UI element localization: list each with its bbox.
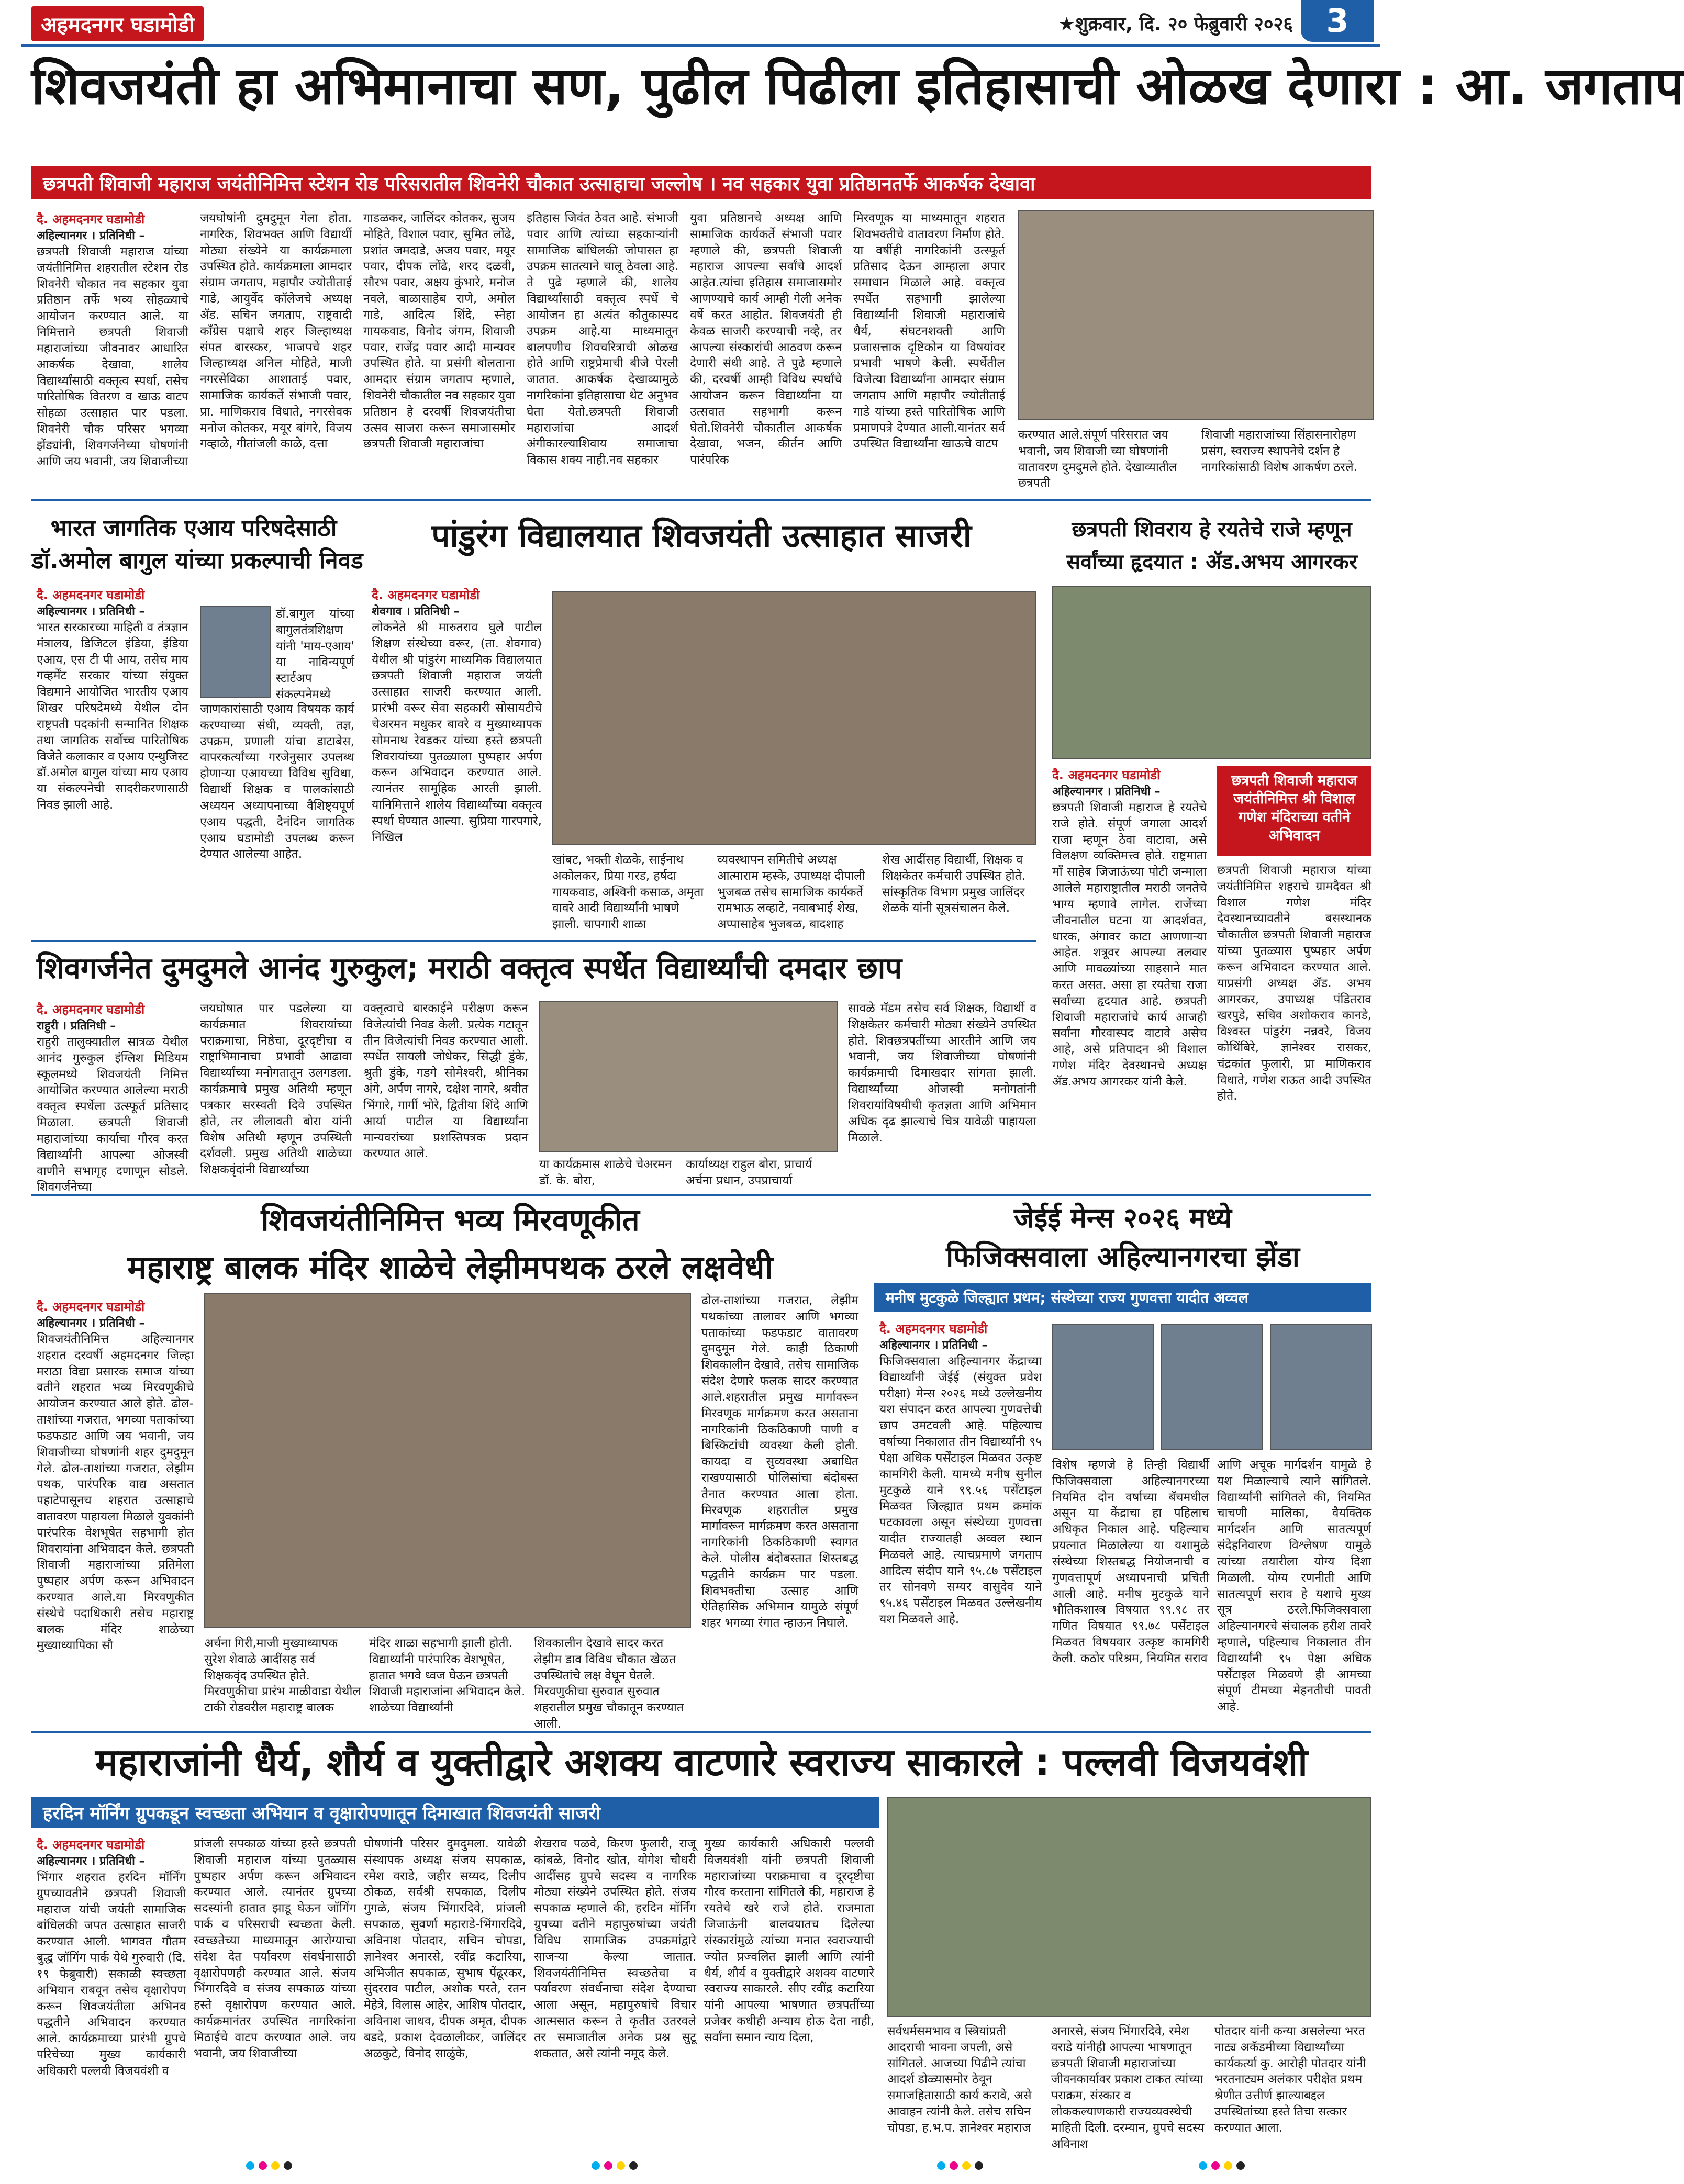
story4-col2: छत्रपती शिवाजी महाराज यांच्या जयंतीनिमित्त शहराचे ग्रामदैवत श्री विशाल गणेश मंदिर देवस्थानच्यावतीने बसस्थानक चौकातील छत्रपती शिवाजी महाराज यांच्या पुतळ्यास पुष्पहार अर्पण करून अभिवादन करण्यात आले. याप्रसंगी अध्यक्ष ॲड. अभय आगरकर, उपाध्यक्ष पंडितराव खरपुडे, सचिव अशोकराव कानडे, विश्वस्त पांडुरंग नन्नवरे, विजय कोथिंबिरे, ज्ञानेश्वर रासकर, चंद्रकांत फुलारी, प्रा माणिकराव विधाते, गणेश राऊत आदी उपस्थित होते.: [1217, 864, 1371, 1103]
story5-caption-left: या कार्यक्रमास शाळेचे चेअरमन डॉ. के. बोरा,: [539, 1158, 672, 1188]
story7-headline-line1: जेईई मेन्स २०२६ मध्ये: [1014, 1203, 1232, 1234]
story6-place: अहिल्यानगर । प्रतिनिधी –: [37, 1317, 145, 1330]
story5-byline: दै. अहमदनगर घडामोडी: [37, 1002, 145, 1017]
morning-group-photo: [887, 1797, 1371, 2017]
story4-byline: दै. अहमदनगर घडामोडी: [1052, 768, 1161, 782]
story8-col5: मुख्य कार्यकारी अधिकारी पल्लवी विजयवंशी यांनी छत्रपती शिवाजी महाराजांच्या पराक्रमाचा व दूरदृष्टीचा गौरव करताना सांगितले की, महाराज हे रयतेचे खरे राजे होते. राजमाता जिजाऊंनी बालवयातच दिलेल्या संस्कारांमुळे त्यांच्या मनात स्वराज्याची ज्योत प्रज्वलित झाली आणि त्यांनी धैर्य, शौर्य व युक्तीद्वारे अशक्य वाटणारे स्वराज्य साकारले. सीए रवींद्र कटारिया यांनी आपल्या भाषणात छत्रपतींच्या प्रजेवर कधीही अन्याय होऊ देता नाही, सर्वांना समान न्याय दिला,: [704, 1837, 874, 2044]
story1-headline: शिवजयंती हा अभिमानाचा सण, पुढील पिढीला इतिहासाची ओळख देणारा : आ. जगताप: [31, 57, 1684, 116]
story3-byline: दै. अहमदनगर घडामोडी: [372, 588, 480, 602]
story4-col1: छत्रपती शिवाजी महाराज हे रयतेचे राजे होते. संपूर्ण जगाला आदर्श राजा म्हणून ठेवा वाटावा, असे विलक्षण व्यक्तिमत्त्व होते. राष्ट्रमाता माँ साहेब जिजाऊंच्या पोटी जन्माला आलेले महाराष्ट्रातील मराठी जनतेचे भाग्य म्हणावे लागेल. राजेंच्या जीवनातील घटना या आदर्शवत, धारक, अंगावर काटा आणणाऱ्या आहेत. शत्रूवर आपल्या तलवार आणि मावळ्यांच्या साहसाने मात करत असत. असा हा रयतेचा राजा सर्वांच्या हृदयात आहे. छत्रपती शिवाजी महाराजांचे कार्य आजही सर्वांना गौरवास्पद वाटावे असेच आहे, असे प्रतिपादन श्री विशाल गणेश मंदिर देवस्थानचे अध्यक्ष ॲड.अभय आगरकर यांनी केले.: [1052, 801, 1207, 1089]
story6-caption-col2: मंदिर शाळा सहभागी झाली होती. विद्यार्थ्यांनी पारंपारिक वेशभूषेत, हातात भगवे ध्वज घेऊन छत्रपती शिवाजी महाराजांना अभिवादन केले. शाळेच्या विद्यार्थ्यांनी: [369, 1637, 526, 1715]
story1-subhead: छत्रपती शिवाजी महाराज जयंतीनिमित्त स्टेशन रोड परिसरातील शिवनेरी चौकात उत्साहाचा जल्लोष । नव सहकार युवा प्रतिष्ठानतर्फे आकर्षक देखावा: [31, 166, 1371, 199]
story1-col3: गाडळकर, जालिंदर कोतकर, सुजय मोहिते, विशाल पवार, सुमित लोंढे, प्रशांत जमदाडे, अजय पवार, मयूर पवार, दीपक लोंढे, शरद दळवी, सौरभ पवार, अक्षय कुंभारे, मनोज नवले, बाळासाहेब राणे, अमोल गाडे, आदित्य शिंदे, स्नेहा गायकवाड, विनोद जंगम, शिवाजी पवार, राजेंद्र पवार आदी मान्यवर उपस्थित होते. या प्रसंगी बोलताना आमदार संग्राम जगताप म्हणाले, शिवनेरी चौकातील नव सहकार युवा प्रतिष्ठान हे दरवर्षी शिवजयंतीचा उत्सव साजरा करून समाजासमोर छत्रपती शिवाजी महाराजांचा: [363, 211, 515, 451]
section-divider: [31, 1731, 1371, 1733]
story1-caption-left: करण्यात आले.संपूर्ण परिसरात जय भवानी, जय शिवाजी च्या घोषणांनी वातावरण दुमदुमले होते. देखाव्यातील छत्रपती: [1018, 428, 1177, 490]
story8-col2: प्रांजली सपकाळ यांच्या हस्ते छत्रपती शिवाजी महाराज यांच्या पुतळ्यास पुष्पहार अर्पण करून अभिवादन करण्यात आले. त्यानंतर ग्रुपच्या सदस्यांनी हातात झाडू घेऊन जॉगिंग पार्क व परिसराची स्वच्छता केली. स्वच्छतेच्या माध्यमातून आरोग्याचा संदेश देत पर्यावरण संवर्धनासाठी वृक्षारोपणही करण्यात आले. संजय भिंगारदिवे व संजय सपकाळ यांच्या हस्ते वृक्षारोपण करण्यात आले. कार्यक्रमानंतर उपस्थित नागरिकांना मिठाईचे वाटप करण्यात आले. जय भवानी, जय शिवाजीच्या: [194, 1837, 356, 2060]
story5-headline: शिवगर्जनेत दुमदुमले आनंद गुरुकुल; मराठी वक्तृत्व स्पर्धेत विद्यार्थ्यांची दमदार छाप: [37, 951, 902, 985]
story3-caption-col3: शेख आदींसह विद्यार्थी, शिक्षक व शिक्षकेतर कर्मचारी उपस्थित होते. सांस्कृतिक विभाग प्रमुख जालिंदर शेळके यांनी सूत्रसंचालन केले.: [882, 853, 1026, 915]
story7-place: अहिल्यानगर । प्रतिनिधी –: [879, 1339, 988, 1352]
story3-col1: लोकनेते श्री मारुतराव घुले पाटील शिक्षण संस्थेच्या वरूर, (ता. शेवगाव) येथील श्री पांडुरंग माध्यमिक विद्यालयात छत्रपती शिवाजी महाराज जयंती उत्साहात साजरी करण्यात आली. प्रारंभी वरूर सेवा सहकारी सोसायटीचे चेअरमन मधुकर बावरे व मुख्याध्यापक सोमनाथ रेवडकर यांच्या हस्ते छत्रपती शिवरायांच्या पुतळ्याला पुष्पहार अर्पण करून अभिवादन करण्यात आले. त्यानंतर सामूहिक आरती झाली. यानिमित्ताने शालेय विद्यार्थ्यांच्या वक्तृत्व स्पर्धा घेण्यात आल्या. सुप्रिया गारपगारे, निखिल: [372, 621, 542, 844]
page-number: 3: [1301, 0, 1374, 42]
story3-headline: पांडुरंग विद्यालयात शिवजयंती उत्साहात साजरी: [431, 517, 972, 555]
story3-caption-col1: खांबट, भक्ती शेळके, साईनाथ अकोलकर, प्रिया गरड, हर्षदा गायकवाड, अश्विनी कसाळ, अमृता वावरे आदी विद्यार्थ्यांनी भाषणे झाली. चापगारी शाळा: [552, 853, 704, 932]
story5-col2: जयघोषात पार पडलेल्या या कार्यक्रमात शिवरायांच्या पराक्रमाचा, निष्ठेचा, दूरदृष्टीचा व राष्ट्राभिमानाचा प्रभावी आढावा विद्यार्थ्यांच्या मनोगतातून उलगडला. कार्यक्रमाचे प्रमुख अतिथी म्हणून पत्रकार सरस्वती दिवे उपस्थित होते, तर लीलावती बोरा यांनी विशेष अतिथी म्हणून उपस्थिती दर्शवली. प्रमुख अतिथी शाळेच्या शिक्षकवृंदांनी विद्यार्थ्यांच्या: [200, 1002, 352, 1177]
story8-headline: महाराजांनी धैर्य, शौर्य व युक्तीद्वारे अशक्य वाटणारे स्वराज्य साकारले : पल्लवी विजयवंशी: [95, 1740, 1308, 1784]
story1-col2: जयघोषांनी दुमदुमून गेला होता. नागरिक, शिवभक्त आणि विद्यार्थी मोठ्या संख्येने या कार्यक्रमाला उपस्थित होते. कार्यक्रमाला आमदार संग्राम जगताप, महापौर ज्योतीताई गाडे, आयुर्वेद कॉलेजचे अध्यक्ष ॲड. सचिन जगताप, राष्ट्रवादी काँग्रेस पक्षाचे शहर जिल्हाध्यक्ष संपत बारस्कर, भाजपचे शहर जिल्हाध्यक्ष अनिल मोहिते, माजी नगरसेविका आशाताई पवार, सामाजिक कार्यकर्ते संभाजी पवार, प्रा. माणिकराव विधाते, नगरसेवक मनोज कोतकर, मयूर बांगरे, विजय गव्हाळे, गीतांजली काळे, दत्ता: [200, 211, 352, 451]
story2-headline-line1: भारत जागतिक एआय परिषदेसाठी: [50, 515, 337, 542]
story6-headline-line2: महाराष्ट्र बालक मंदिर शाळेचे लेझीमपथक ठरले लक्षवेधी: [127, 1248, 773, 1286]
story8-col4: शेखराव पळवे, किरण फुलारी, राजू कांबळे, विनोद खोत, योगेश चौधरी आदींसह ग्रुपचे सदस्य व नागरिक मोठ्या संख्येने उपस्थित होते. संजय सपकाळ म्हणाले की, हरदिन मॉर्निंग ग्रुपच्या वतीने महापुरुषांच्या जयंती विविध सामाजिक उपक्रमांद्वारे साजऱ्या केल्या जातात. शिवजयंतीनिमित्त स्वच्छतेचा व पर्यावरण संवर्धनाचा संदेश देण्याचा आला असून, महापुरुषांचे विचार आत्मसात करून ते कृतीत उतरवले तर समाजातील अनेक प्रश्न सुटू शकतात, असे त्यांनी नमूद केले.: [534, 1837, 696, 2060]
story8-subhead: हरदिन मॉर्निंग ग्रुपकडून स्वच्छता अभियान व वृक्षारोपणातून दिमाखात शिवजयंती साजरी: [31, 1797, 879, 1828]
story1-col4: इतिहास जिवंत ठेवत आहे. संभाजी पवार आणि त्यांच्या सहकाऱ्यांनी सामाजिक बांधिलकी जोपासत हा उपक्रम सातत्याने चालू ठेवला आहे. ते पुढे म्हणाले की, शालेय विद्यार्थ्यांसाठी वक्तृत्व स्पर्धे चे आयोजन हा अत्यंत कौतुकास्पद उपक्रम आहे.या माध्यमातून बालपणीच शिवचरित्राची ओळख होते आणि राष्ट्रप्रेमाची बीजे पेरली जातात. आकर्षक देखाव्यामुळे नागरिकांना इतिहासाचा थेट अनुभव घेता येतो.छत्रपती शिवाजी महाराजांचा आदर्श अंगीकारल्याशिवाय समाजाचा विकास शक्य नाही.नव सहकार: [527, 211, 678, 467]
story7-col1: फिजिक्सवाला अहिल्यानगर केंद्राच्या विद्यार्थ्यांनी जेईई (संयुक्त प्रवेश परीक्षा) मेन्स २०२६ मध्ये उल्लेखनीय यश संपादन करत आपल्या गुणवत्तेची छाप उमटवली आहे. पहिल्याच वर्षाच्या निकालात तीन विद्यार्थ्यांनी ९५ पेक्षा अधिक पर्सेंटाइल मिळवत उत्कृष्ट कामगिरी केली. यामध्ये मनीष सुनील मुटकुळे याने ९९.५६ पर्सेंटाइल मिळवत जिल्ह्यात प्रथम क्रमांक पटकावला असून संस्थेच्या गुणवत्ता यादीत राज्यातही अव्वल स्थान मिळवले आहे. त्याचप्रमाणे जगताप आदित्य संदीप याने ९५.८७ पर्सेंटाइल तर सोनवणे सम्यर वासुदेव याने ९५.४६ पर्सेंटाइल मिळवत उल्लेखनीय यश मिळवले आहे.: [879, 1354, 1042, 1626]
paper-name: अहमदनगर घडामोडी: [31, 6, 204, 41]
story2-headline-line2: डॉ.अमोल बागुल यांच्या प्रकल्पाची निवड: [31, 547, 363, 574]
student-photo-2: [1161, 1324, 1263, 1450]
story4-headline-line2: सर्वांच्या हृदयात : ॲड.अभय आगरकर: [1066, 550, 1358, 574]
story6-caption-col3: शिवकालीन देखावे सादर करत लेझीम डाव विविध चौकात खेळत उपस्थितांचे लक्ष वेधून घेतले. मिरवणुकीचा सुरुवात सुरुवात शहरातील प्रमुख चौकातून करण्यात आली.: [534, 1637, 684, 1731]
section-divider: [31, 940, 1036, 942]
story8-caption-col1: सर्वधर्मसमभाव व स्त्रियांप्रती आदराची भावना जपली, असे सांगितले. आजच्या पिढीने त्यांचा आदर्श डोळ्यासमोर ठेवून समाजहितासाठी कार्य करावे, असे आवाहन त्यांनी केले. तसेच सचिन चोपडा, ह.भ.प. ज्ञानेश्वर महाराज: [887, 2024, 1032, 2135]
story8-col3: घोषणांनी परिसर दुमदुमला. यावेळी संस्थापक अध्यक्ष संजय सपकाळ, रमेश वराडे, जहीर सय्यद, दिलीप ठोकळ, सर्वश्री सपकाळ, दिलीप गुगळे, संजय भिंगारदिवे, प्रांजली सपकाळ, सुवर्णा महाराडे-भिंगारदिवे, अविनाश पोतदार, सचिन चोपडा, ज्ञानेश्वर अनारसे, रवींद्र कटारिया, अभिजीत सपकाळ, सुभाष पेंढूरकर, सुंदरराव पाटील, अशोक परते, रतन मेहेत्रे, विलास आहेर, आशिष पोतदार, अविनाश जाधव, दीपक अमृत, दीपक बडदे, प्रकाश देवळालीकर, जालिंदर अळकुटे, विनोद साळुंके,: [364, 1837, 526, 2060]
story1-col1: छत्रपती शिवाजी महाराज यांच्या जयंतीनिमित्त शहरातील स्टेशन रोड शिवनेरी चौकात नव सहकार युवा प्रतिष्ठान तर्फे भव्य सोहळ्याचे आयोजन करण्यात आले. या निमित्ताने छत्रपती शिवाजी महाराजांच्या जीवनावर आधारित आकर्षक देखावा, शालेय विद्यार्थ्यांसाठी वक्तृत्व स्पर्धा, तसेच पारितोषिक वितरण व खाऊ वाटप सोहळा उत्साहात पार पडला. शिवनेरी चौक परिसर भगव्या झेंड्यांनी, शिवगर्जनेच्या घोषणांनी आणि जय भवानी, जय शिवाजीच्या: [37, 245, 188, 468]
story2-place: अहिल्यानगर । प्रतिनिधी –: [37, 605, 145, 618]
section-divider: [31, 499, 1371, 501]
story1-byline: दै. अहमदनगर घडामोडी: [37, 212, 145, 227]
story1-caption-right: शिवाजी महाराजांच्या सिंहासनारोहण प्रसंग, स्वराज्य स्थापनेचे दर्शन हे नागरिकांसाठी विशेष आकर्षण ठरले.: [1201, 428, 1357, 474]
story1-col5: युवा प्रतिष्ठानचे अध्यक्ष आणि सामाजिक कार्यकर्ते संभाजी पवार म्हणाले की, छत्रपती शिवाजी महाराज आपल्या सर्वांचे आदर्श आहेत.त्यांचा इतिहास समाजासमोर आणण्याचे कार्य आम्ही गेली अनेक वर्षे करत आहोत. शिवजयंती ही केवळ साजरी करण्याची नव्हे, तर आपल्या संस्कारांची आठवण करून देणारी संधी आहे. ते पुढे म्हणाले की, दरवर्षी आम्ही विविध स्पर्धांचे आयोजन करून विद्यार्थ्यांना या उत्सवात सहभागी करून घेतो.शिवनेरी चौकातील आकर्षक देखावा, भजन, कीर्तन आणि पारंपरिक: [690, 211, 842, 467]
story6-headline-line1: शिवजयंतीनिमित्त भव्य मिरवणूकीत: [261, 1202, 640, 1238]
anand-gurukul-photo: [539, 1001, 838, 1152]
story2-col2-top: डॉ.बागुल यांच्या बागुलतंत्रशिक्षण यांनी 'माय-एआय' या नाविन्यपूर्ण स्टार्टअप संकल्पनेमध्ये: [276, 607, 354, 702]
story6-col1: शिवजयंतीनिमित्त अहिल्यानगर शहरात दरवर्षी अहमदनगर जिल्हा मराठा विद्या प्रसारक समाज यांच्या वतीने शहरात भव्य मिरवणुकीचे आयोजन करण्यात आले होते. ढोल-ताशांच्या गजरात, भगव्या पताकांच्या फडफडाट आणि जय भवानी, जय शिवाजीच्या घोषणांनी शहर दुमदुमून गेले. ढोल-ताशांच्या गजरात, लेझीम पथक, पारंपरिक वाद्य असतात पहाटेपासूनच शहरात उत्साहाचे वातावरण पाहायला मिळाले युवकांनी पारंपरिक वेशभूषेत सहभागी होत शिवरायांना अभिवादन केले. छत्रपती शिवाजी महाराजांच्या प्रतिमेला पुष्पहार अर्पण करून अभिवादन करण्यात आले.या मिरवणुकीत संस्थेचे पदाधिकारी तसेच महाराष्ट्र बालक मंदिर शाळेच्या मुख्याध्यापिका सौ: [37, 1332, 194, 1653]
section-divider: [31, 1194, 1371, 1196]
shivaji-tableau-photo: [1018, 210, 1374, 420]
story6-col2: ढोल-ताशांच्या गजरात, लेझीम पथकांच्या तालावर आणि भगव्या पताकांच्या फडफडाट वातावरण दुमदुमून गेले. काही ठिकाणी शिवकालीन देखावे, तसेच सामाजिक संदेश देणारे फलक सादर करण्यात आले.शहरातील प्रमुख मार्गावरून मिरवणूक मार्गक्रमण करत असताना नागरिकांनी ठिकठिकाणी पाणी व बिस्किटांची व्यवस्था केली होती. कायदा व सुव्यवस्था अबाधित राखण्यासाठी पोलिसांचा बंदोबस्त तैनात करण्यात आला होता. मिरवणूक शहरातील प्रमुख मार्गावरून मार्गक्रमण करत असताना नागरिकांनी ठिकठिकाणी स्वागत केले. पोलीस बंदोबस्तात शिस्तबद्ध पद्धतीने कार्यक्रम पार पडला. शिवभक्तीचा उत्साह आणि ऐतिहासिक अभिमान यामुळे संपूर्ण शहर भगव्या रंगात न्हाऊन निघाले.: [701, 1294, 858, 1630]
story1-col6: मिरवणूक या माध्यमातून शहरात शिवभक्तीचे वातावरण निर्माण होते. या वर्षीही नागरिकांनी उत्स्फूर्त प्रतिसाद देऊन आम्हाला अपार समाधान मिळाले आहे. वक्तृत्व स्पर्धेत सहभागी झालेल्या विद्यार्थ्यांनी शिवाजी महाराजांचे धैर्य, संघटनशक्ती आणि प्रजासत्ताक दृष्टिकोन या विषयांवर प्रभावी भाषणे केली. स्पर्धेतील विजेत्या विद्यार्थ्यांना आमदार संग्राम जगताप आणि महापौर ज्योतीताई गाडे यांच्या हस्ते पारितोषिक आणि प्रमाणपत्रे देण्यात आली.यानंतर सर्व उपस्थित विद्यार्थ्यांना खाऊचे वाटप: [853, 211, 1005, 451]
student-photo-1: [1052, 1324, 1154, 1450]
story8-caption-col2: अनारसे, संजय भिंगारदिवे, रमेश वराडे यांनीही आपल्या भाषणातून छत्रपती शिवाजी महाराजांच्या जीवनकार्यावर प्रकाश टाकत त्यांच्या पराक्रम, संस्कार व लोककल्याणकारी राज्यव्यवस्थेची माहिती दिली. दरम्यान, ग्रुपचे सदस्य अविनाश: [1051, 2024, 1205, 2151]
story2-col1: भारत सरकारच्या माहिती व तंत्रज्ञान मंत्रालय, डिजिटल इंडिया, इंडिया एआय, एस टी पी आय, तसेच माय गव्हर्मेंट सरकार यांच्या संयुक्त विद्यमाने आयोजित भारतीय एआय शिखर परिषदेमध्ये येथील दोन राष्ट्रपती पदकांनी सन्मानित शिक्षक तथा जागतिक सर्वोच्च पारितोषिक विजेते कलाकार व एआय एन्थुजिस्ट डॉ.अमोल बागुल यांच्या माय एआय या संकल्पनेची सादरीकरणासाठी निवड झाली आहे.: [37, 621, 188, 812]
story1-place: अहिल्यानगर । प्रतिनिधी –: [37, 229, 145, 242]
student-photo-3: [1270, 1324, 1372, 1450]
pandurang-school-photo: [552, 591, 1036, 845]
story3-place: शेवगाव । प्रतिनिधी –: [372, 605, 460, 618]
story8-place: अहिल्यानगर । प्रतिनिधी –: [37, 1855, 145, 1868]
issue-date: ★शुक्रवार, दि. २० फेब्रुवारी २०२६: [1058, 14, 1293, 35]
dr-amol-bagul-portrait: [200, 606, 271, 698]
story7-col3: आणि अचूक मार्गदर्शन यामुळे हे यश मिळाल्याचे त्याने सांगितले. विद्यार्थ्यांनी सांगितले की, नियमित चाचणी मालिका, वैयक्तिक मार्गदर्शन आणि सातत्यपूर्ण संदेहनिवारण विश्लेषण यामुळे त्यांच्या तयारीला योग्य दिशा मिळाली. योग्य रणनीती आणि सातत्यपूर्ण सराव हे यशाचे मुख्य सूत्र ठरले.फिजिक्सवाला अहिल्यानगरचे संचालक हरीश तावरे म्हणाले, पहिल्याच निकालात तीन विद्यार्थ्यांनी ९५ पेक्षा अधिक पर्सेंटाइल मिळवणे ही आमच्या संपूर्ण टीमच्या मेहनतीची पावती आहे.: [1217, 1458, 1371, 1714]
story7-subhead: मनीष मुटकुळे जिल्ह्यात प्रथम; संस्थेच्या राज्य गुणवत्ता यादीत अव्वल: [874, 1283, 1371, 1312]
story4-place: अहिल्यानगर । प्रतिनिधी –: [1052, 785, 1161, 798]
lezim-procession-photo: [204, 1293, 691, 1628]
story4-highlight-box: छत्रपती शिवाजी महाराज जयंतीनिमित्त श्री विशाल गणेश मंदिराच्या वतीने अभिवादन: [1217, 766, 1371, 856]
shivaji-statue-photo: [1052, 586, 1371, 759]
story5-col4: सावळे मॅडम तसेच सर्व शिक्षक, विद्यार्थी व शिक्षकेतर कर्मचारी मोठ्या संख्येने उपस्थित होते. शिवछत्रपतींच्या आरतीने आणि जय भवानी, जय शिवाजीच्या घोषणांनी कार्यक्रमाची दिमाखदार सांगता झाली. विद्यार्थ्यांच्या ओजस्वी मनोगतांनी शिवरायांविषयीची कृतज्ञता आणि अभिमान अधिक दृढ झाल्याचे चित्र यावेळी पाहायला मिळाले.: [848, 1002, 1036, 1145]
story6-byline: दै. अहमदनगर घडामोडी: [37, 1300, 145, 1314]
story7-byline: दै. अहमदनगर घडामोडी: [879, 1321, 988, 1336]
story5-col3: वक्तृत्वाचे बारकाईने परीक्षण करून विजेत्यांची निवड केली. प्रत्येक गटातून तीन विजेत्यांची निवड करण्यात आली. स्पर्धेत सायली जोधेकर, सिद्धी डुंके, श्रुती डुंके, गडगे सोमेश्वरी, श्रीनिका अंगे, अर्पण नागरे, दक्षेश नागरे, श्रवीत भिंगारे, गार्गी भोरे, द्वितीया शिंदे आणि आर्या पाटील या विद्यार्थ्यांना मान्यवरांच्या प्रशस्तिपत्रक प्रदान करण्यात आले.: [363, 1002, 528, 1161]
story8-col1: भिंगार शहरात हरदिन मॉर्निंग ग्रुपच्यावतीने छत्रपती शिवाजी महाराज यांची जयंती सामाजिक बांधिलकी जपत उत्साहात साजरी करण्यात आली. भागवत गौतम बुद्ध जॉगिंग पार्क येथे गुरुवारी (दि. १९ फेब्रुवारी) सकाळी स्वच्छता अभियान राबवून तसेच वृक्षारोपण करून शिवजयंतीला अभिनव पद्धतीने अभिवादन करण्यात आले. कार्यक्रमाच्या प्रारंभी ग्रुपचे परिचेच्या मुख्य कार्यकारी अधिकारी पल्लवी विजयवंशी व: [37, 1871, 186, 2078]
story5-place: राहुरी । प्रतिनिधी –: [37, 1020, 116, 1033]
story5-caption-right: कार्याध्यक्ष राहुल बोरा, प्राचार्य अर्चना प्रधान, उपप्राचार्या: [686, 1158, 812, 1188]
story5-col1: राहुरी तालुक्यातील सात्रळ येथील आनंद गुरुकुल इंग्लिश मिडियम स्कूलमध्ये शिवजयंती निमित्त आयोजित करण्यात आलेल्या मराठी वक्तृत्व स्पर्धेला उत्स्फूर्त प्रतिसाद मिळाला. छत्रपती शिवाजी महाराजांच्या कार्याचा गौरव करत विद्यार्थ्यांनी आपल्या ओजस्वी वाणीने सभागृह दणाणून सोडले. शिवगर्जनेच्या: [37, 1035, 188, 1194]
story6-caption-col1: अर्चना गिरी,माजी मुख्याध्यापक सुरेश शेवाळे आदींसह सर्व शिक्षकवृंद उपस्थित होते. मिरवणुकीचा प्रारंभ माळीवाडा येथील टाकी रोडवरील महाराष्ट्र बालक: [204, 1637, 361, 1715]
registration-marks: [0, 2156, 1401, 2177]
story7-col2: विशेष म्हणजे हे तिन्ही विद्यार्थी फिजिक्सवाला अहिल्यानगरच्या नियमित दोन वर्षाच्या बॅचमधील असून या केंद्राचा हा पहिलाच अधिकृत निकाल आहे. पहिल्याच प्रयत्नात मिळालेल्या या यशामुळे संस्थेच्या शिस्तबद्ध नियोजनाची व गुणवत्तापूर्ण अध्यापनाची प्रचिती आली आहे. मनीष मुटकुळे याने भौतिकशास्त्र विषयात ९९.९८ तर गणित विषयात ९९.७८ पर्सेंटाइल मिळवत विषयवार उत्कृष्ट कामगिरी केली. कठोर परिश्रम, नियमित सराव: [1052, 1458, 1209, 1665]
story8-caption-col3: पोतदार यांनी कन्या असलेल्या भरत नाट्य अकॅडमीच्या विद्यार्थ्यांच्या कार्यकर्त्या कु. आरोही पोतदार यांनी भरतनाट्यम अलंकार परीक्षेत प्रथम श्रेणीत उत्तीर्ण झाल्याबद्दल उपस्थितांच्या हस्ते तिचा सत्कार करण्यात आला.: [1214, 2024, 1366, 2135]
story8-byline: दै. अहमदनगर घडामोडी: [37, 1838, 145, 1852]
story4-headline-line1: छत्रपती शिवराय हे रयतेचे राजे म्हणून: [1072, 518, 1352, 542]
story2-col2-body: जाणकारांसाठी एआय विषयक कार्य करण्याच्या संधी, व्यक्ती, तज्ञ, उपक्रम, प्रणाली यांचा डाटाबेस, वापरकर्त्यांच्या गरजेनुसार उपलब्ध होणाऱ्या एआयच्या विविध सुविधा, विद्यार्थी शिक्षक व पालकांसाठी अध्ययन अध्यापनाच्या वैशिष्ट्यपूर्ण एआय पद्धती, दैनंदिन जागतिक एआय घडामोडी उपलब्ध करून देण्यात आलेल्या आहेत.: [200, 702, 354, 861]
story3-caption-col2: व्यवस्थापन समितीचे अध्यक्ष आत्माराम म्हस्के, उपाध्यक्ष दीपाली भुजबळ तसेच सामाजिक कार्यकर्ते रामभाऊ लव्हाटे, नवाबभाई शेख, अप्पासाहेब भुजबळ, बादशाह: [717, 853, 865, 932]
story7-headline-line2: फिजिक्सवाला अहिल्यानगरचा झेंडा: [946, 1240, 1300, 1273]
story2-byline: दै. अहमदनगर घडामोडी: [37, 588, 145, 602]
masthead-rule: [21, 44, 1380, 47]
